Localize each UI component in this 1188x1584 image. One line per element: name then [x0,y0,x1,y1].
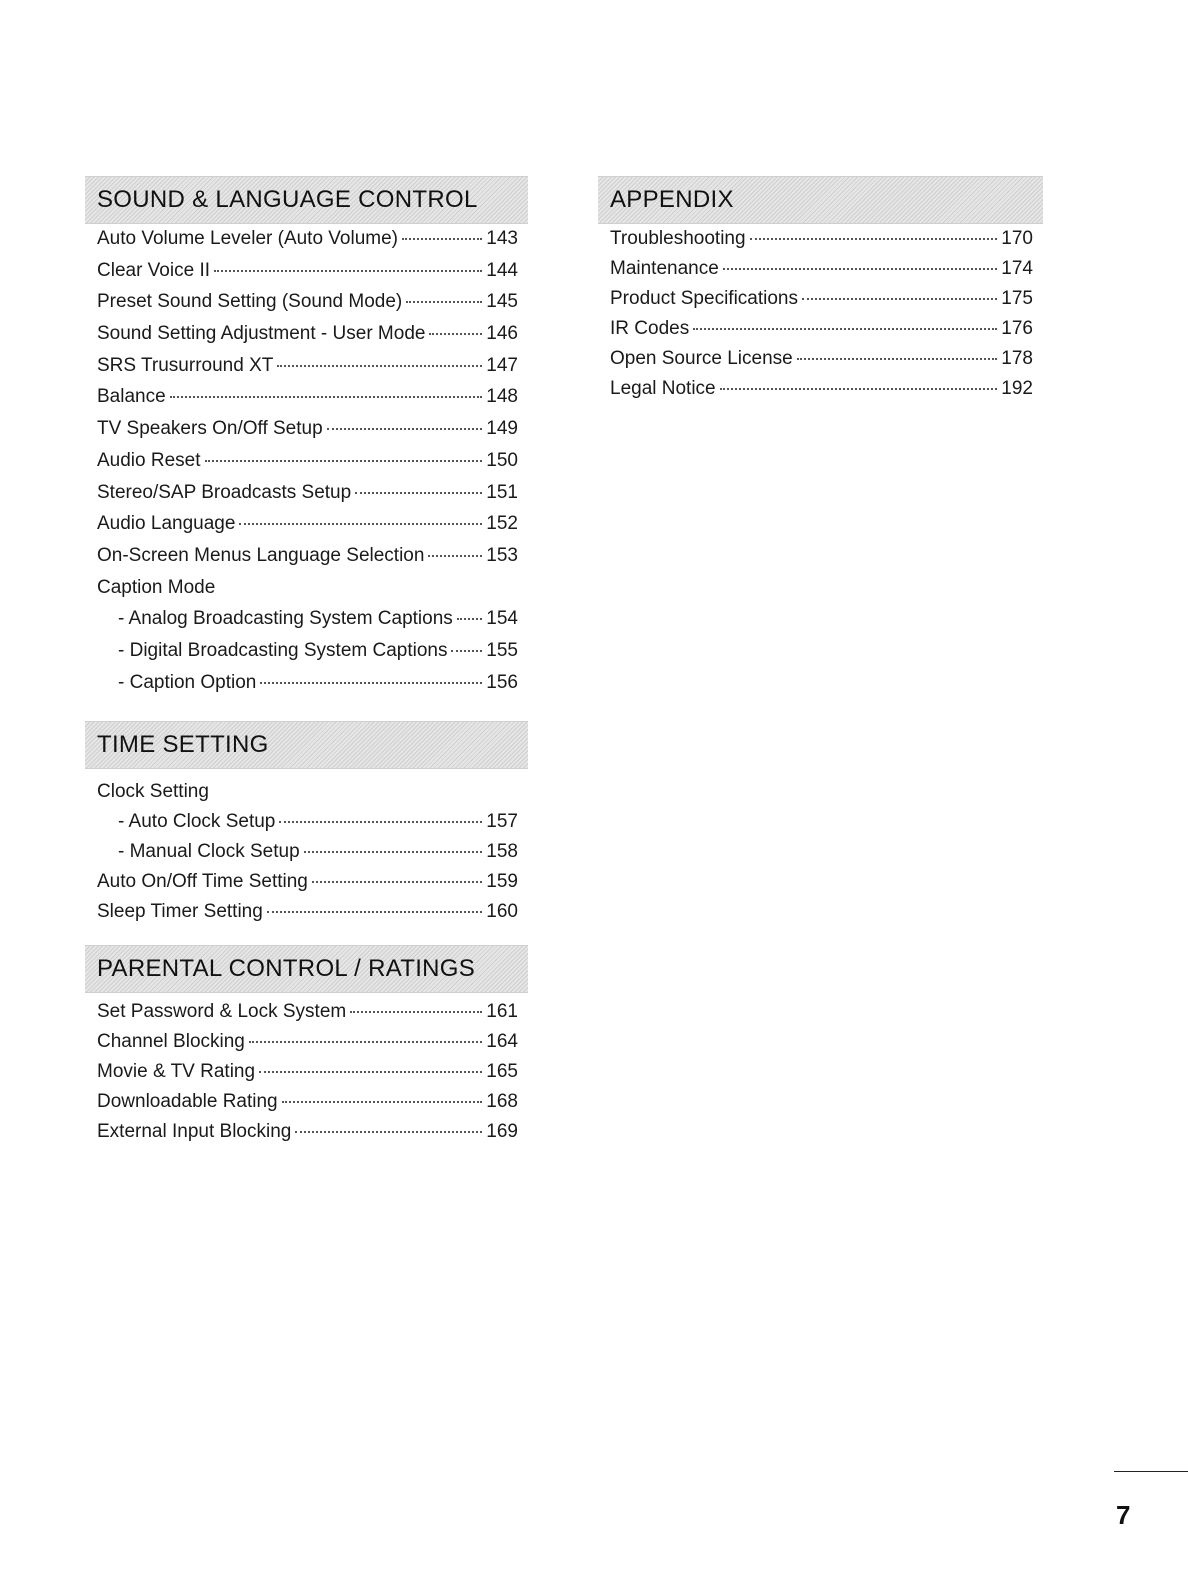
toc-entry-label: Set Password & Lock System [97,1001,347,1023]
toc-entry [85,482,528,514]
toc-entry [85,513,528,545]
toc-list-parental [85,1001,528,1151]
toc-entry-label: - Manual Clock Setup [118,841,300,863]
toc-entry-label: Movie & TV Rating [97,1061,256,1083]
toc-entry-page: 156 [486,671,518,693]
dot-leader [406,301,482,303]
section-title: APPENDIX [610,186,734,213]
toc-entry-label: Channel Blocking [97,1031,245,1053]
toc-entry-label: Clear Voice II [97,259,210,281]
toc-entry-label: Downloadable Rating [97,1091,278,1113]
toc-entry [85,871,528,901]
page-number: 7 [1116,1500,1131,1530]
dot-leader [304,851,483,853]
toc-entry-label: - Caption Option [118,671,257,693]
toc-entry [85,260,528,292]
toc-entry-label: Product Specifications [610,288,798,309]
toc-entry-page: 175 [1001,288,1033,309]
toc-list-sound [85,228,528,703]
toc-entry-label: SRS Trusurround XT [97,354,274,376]
toc-entry-page: 160 [486,901,518,923]
dot-leader [279,821,482,823]
toc-entry-page: 146 [486,323,518,345]
toc-entry-page: 153 [486,544,518,566]
dot-leader [723,268,998,270]
toc-entry [598,228,1043,258]
footer-rule [1114,1471,1188,1472]
toc-entry [85,386,528,418]
toc-entry-page: 157 [486,811,518,833]
dot-leader [260,682,482,684]
toc-list-appendix [598,228,1043,408]
toc-entry-page: 149 [486,418,518,440]
section-header-parental [85,945,528,993]
toc-entry [85,291,528,323]
toc-entry-page: 147 [486,354,518,376]
section-header-sound [85,176,528,224]
toc-entry-page: 150 [486,449,518,471]
section-title: SOUND & LANGUAGE CONTROL [97,186,478,213]
toc-entry [85,228,528,260]
toc-entry-page: 144 [486,259,518,281]
toc-entry [85,1121,528,1151]
toc-entry-page: 148 [486,386,518,408]
toc-entry-label: Caption Mode [97,576,216,598]
toc-entry-label: Troubleshooting [610,228,746,249]
dot-leader [267,911,482,913]
toc-entry-page: 143 [486,228,518,249]
section-header-appendix [598,176,1043,224]
toc-entry-label: On-Screen Menus Language Selection [97,544,425,566]
section-title: TIME SETTING [97,731,269,759]
toc-entry-page: 155 [486,639,518,661]
toc-entry [598,318,1043,348]
toc-entry [598,288,1043,318]
toc-entry-page: 170 [1001,228,1033,249]
toc-entry-page: 151 [486,481,518,503]
toc-entry-label: Auto Volume Leveler (Auto Volume) [97,228,399,249]
toc-entry-page: 165 [486,1061,518,1083]
left-column [85,176,528,1151]
section-header-time [85,721,528,769]
toc-entry-label: Audio Language [97,513,236,535]
toc-entry-label: Sound Setting Adjustment - User Mode [97,323,426,345]
toc-entry [85,323,528,355]
section-title: PARENTAL CONTROL / RATINGS [97,955,476,983]
toc-entry [85,781,528,811]
toc-entry-label: - Digital Broadcasting System Captions [118,639,448,661]
dot-leader [259,1071,482,1073]
dot-leader [277,365,482,367]
toc-entry [85,841,528,871]
dot-leader [355,492,482,494]
toc-entry-label: Clock Setting [97,781,209,803]
toc-entry-label: Sleep Timer Setting [97,901,263,923]
dot-leader [282,1101,483,1103]
toc-entry-label: Preset Sound Setting (Sound Mode) [97,291,403,313]
toc-entry [85,1091,528,1121]
toc-entry [85,672,528,704]
toc-entry-label: Legal Notice [610,378,716,399]
toc-entry [85,1001,528,1031]
dot-leader [327,428,483,430]
dot-leader [429,333,482,335]
toc-entry [598,348,1043,378]
dot-leader [428,555,482,557]
dot-leader [797,358,998,360]
toc-entry [85,811,528,841]
toc-entry-label: Open Source License [610,348,793,369]
dot-leader [457,618,483,620]
dot-leader [720,388,998,390]
toc-entry-label: Auto On/Off Time Setting [97,871,308,893]
toc-entry-page: 154 [486,608,518,630]
dot-leader [451,650,482,652]
dot-leader [205,460,483,462]
toc-entry [85,545,528,577]
toc-entry [85,1061,528,1091]
toc-entry [85,901,528,931]
toc-entry [85,577,528,609]
toc-entry-page: 152 [486,513,518,535]
toc-entry-label: IR Codes [610,318,690,339]
dot-leader [170,396,483,398]
toc-entry-label: Maintenance [610,258,719,279]
toc-entry-page: 176 [1001,318,1033,339]
toc-entry [85,418,528,450]
right-column [598,176,1043,408]
toc-entry-label: External Input Blocking [97,1121,292,1143]
toc-entry-label: Audio Reset [97,449,201,471]
dot-leader [249,1041,482,1043]
toc-entry-label: Stereo/SAP Broadcasts Setup [97,481,352,503]
toc-entry-page: 178 [1001,348,1033,369]
dot-leader [802,298,997,300]
toc-entry-page: 145 [486,291,518,313]
toc-entry-label: - Auto Clock Setup [118,811,276,833]
dot-leader [693,328,997,330]
dot-leader [214,270,482,272]
toc-list-time [85,781,528,931]
dot-leader [312,881,482,883]
toc-entry-page: 168 [486,1091,518,1113]
toc-entry-page: 169 [486,1121,518,1143]
toc-entry-page: 158 [486,841,518,863]
dot-leader [750,238,998,240]
toc-entry [598,378,1043,408]
toc-entry-label: - Analog Broadcasting System Captions [118,608,453,630]
dot-leader [350,1011,482,1013]
toc-entry-label: Balance [97,386,166,408]
dot-leader [239,523,482,525]
toc-entry [85,355,528,387]
dot-leader [402,238,482,240]
toc-entry-label: TV Speakers On/Off Setup [97,418,323,440]
toc-entry-page: 164 [486,1031,518,1053]
toc-entry-page: 159 [486,871,518,893]
dot-leader [295,1131,482,1133]
toc-entry [85,450,528,482]
toc-entry [598,258,1043,288]
toc-entry [85,1031,528,1061]
toc-entry-page: 192 [1001,378,1033,399]
toc-entry [85,608,528,640]
toc-entry [85,640,528,672]
toc-entry-page: 174 [1001,258,1033,279]
toc-entry-page: 161 [486,1001,518,1023]
